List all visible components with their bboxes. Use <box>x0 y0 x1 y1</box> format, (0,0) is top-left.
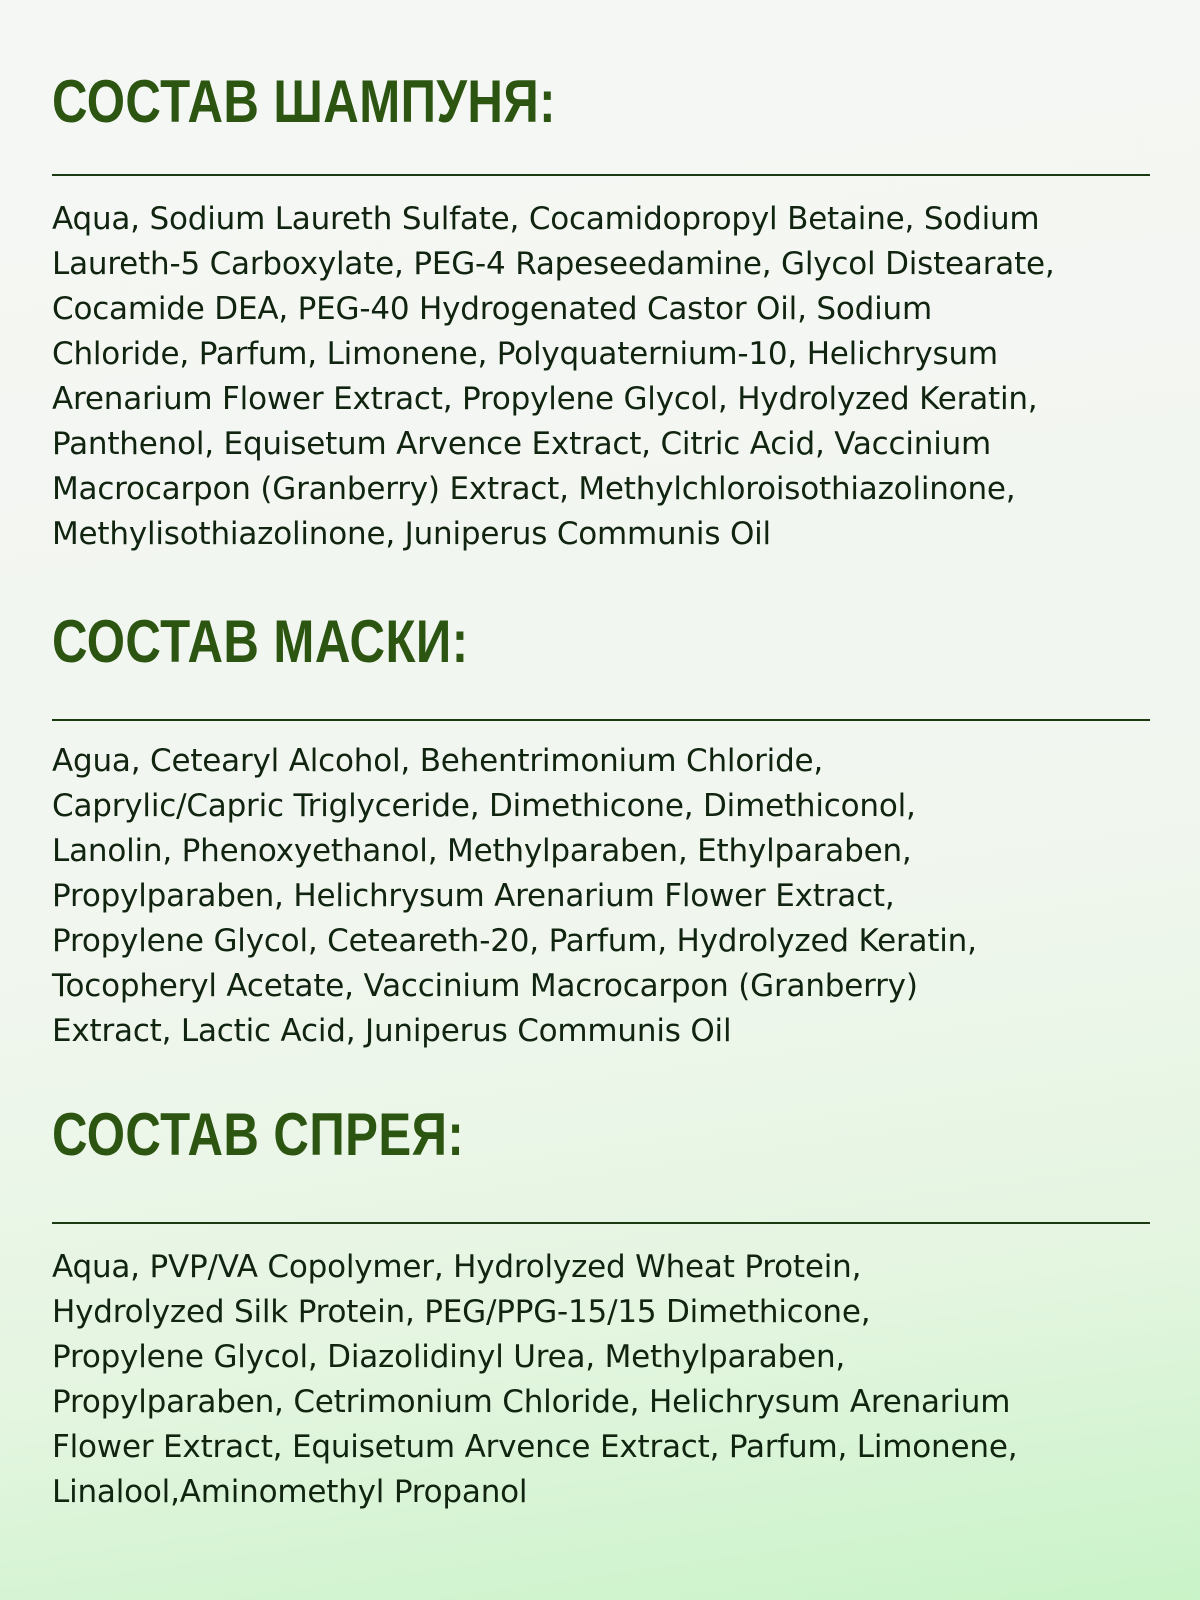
shampoo-divider <box>52 174 1150 176</box>
ingredient-line: Hydrolyzed Silk Protein, PEG/PPG-15/15 Dimethicone, <box>52 1294 871 1330</box>
ingredient-line: Caprylic/Capric Triglyceride, Dimethicone, Dimethiconol, <box>52 788 916 824</box>
ingredient-line: Linalool,Aminomethyl Propanol <box>52 1474 528 1510</box>
ingredient-line: Chloride, Parfum, Limonene, Polyquaternium-10, Helichrysum <box>52 336 998 372</box>
mask-divider <box>52 719 1150 721</box>
ingredient-line: Laureth-5 Carboxylate, PEG-4 Rapeseedamine, Glycol Distearate, <box>52 246 1055 282</box>
ingredient-line: Aqua, PVP/VA Copolymer, Hydrolyzed Wheat Protein, <box>52 1249 862 1285</box>
spray-heading: СОСТАВ СПРЕЯ: <box>52 1101 465 1168</box>
ingredient-line: Panthenol, Equisetum Arvence Extract, Citric Acid, Vaccinium <box>52 426 992 462</box>
spray-ingredients <box>52 1245 1150 1515</box>
ingredient-line: Flower Extract, Equisetum Arvence Extract, Parfum, Limonene, <box>52 1429 1018 1465</box>
ingredient-line: Propylparaben, Cetrimonium Chloride, Helichrysum Arenarium <box>52 1384 1011 1420</box>
ingredient-line: Extract, Lactic Acid, Juniperus Communis Oil <box>52 1013 732 1049</box>
shampoo-heading: СОСТАВ ШАМПУНЯ: <box>52 68 556 135</box>
ingredient-line: Agua, Cetearyl Alcohol, Behentrimonium Chloride, <box>52 743 824 779</box>
ingredient-line: Lanolin, Phenoxyethanol, Methylparaben, Ethylparaben, <box>52 833 912 869</box>
mask-ingredients <box>52 739 1150 1054</box>
ingredient-line: Macrocarpon (Granberry) Extract, Methylchloroisothiazolinone, <box>52 471 1016 507</box>
ingredient-line: Propylparaben, Helichrysum Arenarium Flower Extract, <box>52 878 895 914</box>
ingredient-line: Cocamide DEA, PEG-40 Hydrogenated Castor Oil, Sodium <box>52 291 932 327</box>
mask-heading: СОСТАВ МАСКИ: <box>52 608 469 675</box>
ingredient-line: Tocopheryl Acetate, Vaccinium Macrocarpon (Granberry) <box>52 968 918 1004</box>
ingredient-line: Propylene Glycol, Diazolidinyl Urea, Methylparaben, <box>52 1339 846 1375</box>
ingredient-line: Methylisothiazolinone, Juniperus Communis Oil <box>52 516 771 552</box>
ingredient-line: Arenarium Flower Extract, Propylene Glycol, Hydrolyzed Keratin, <box>52 381 1038 417</box>
ingredient-line: Propylene Glycol, Ceteareth-20, Parfum, Hydrolyzed Keratin, <box>52 923 977 959</box>
ingredient-line: Aqua, Sodium Laureth Sulfate, Cocamidopropyl Betaine, Sodium <box>52 201 1040 237</box>
shampoo-ingredients <box>52 197 1150 557</box>
spray-divider <box>52 1222 1150 1224</box>
